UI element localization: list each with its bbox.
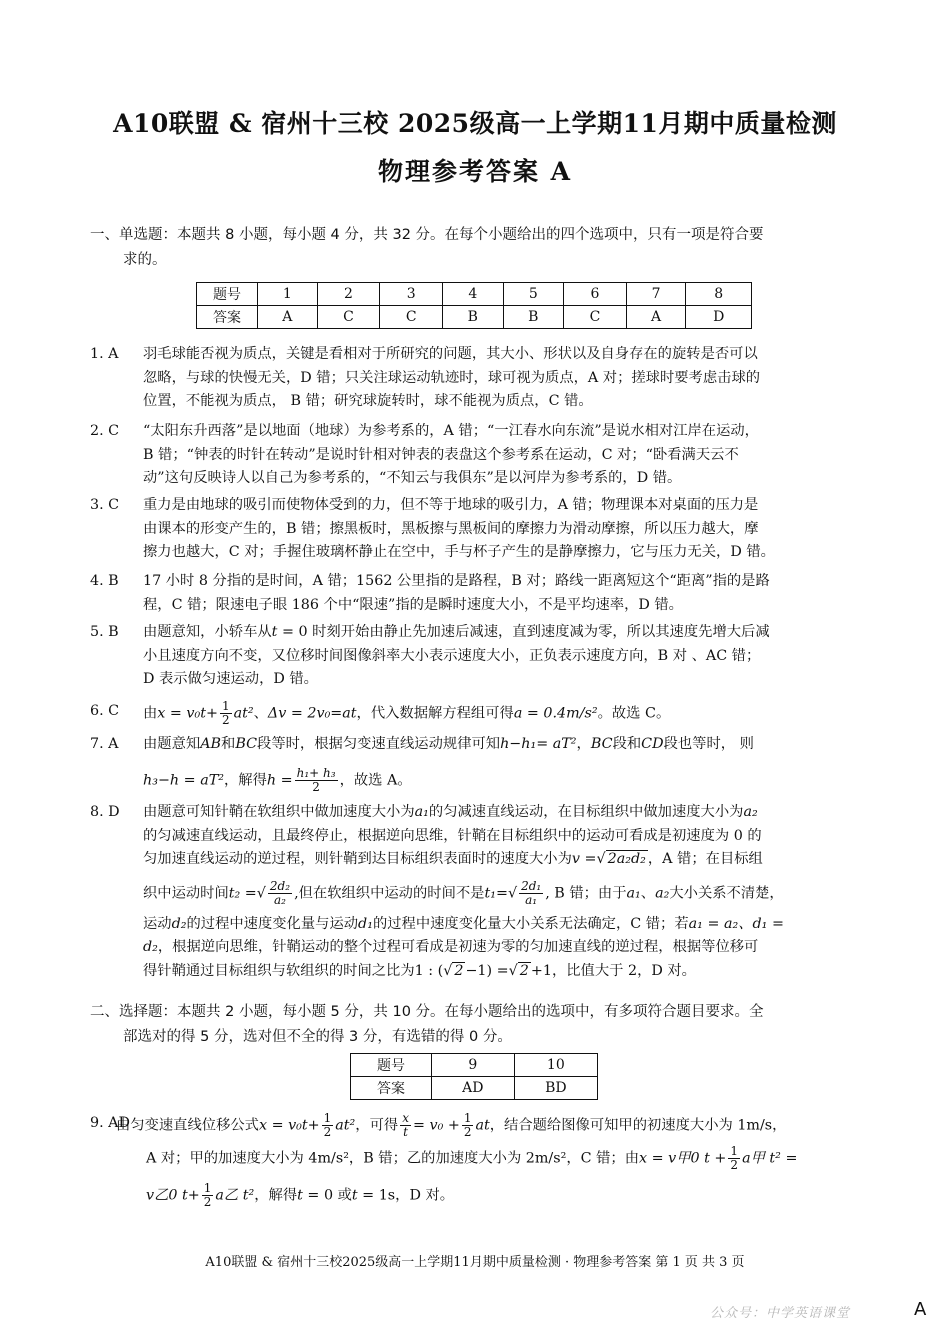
question-text: “太阳东升西落”是以地面（地球）为参考系的，A 错；“一江春水向东流”是说水相对江岸在运动，: [143, 423, 759, 439]
table-cell: 5: [503, 283, 564, 306]
sqrt-sign: √: [256, 885, 266, 901]
table-cell: 1: [258, 283, 318, 306]
question-text: 由课本的形变产生的，B 错；擦黑板时，黑板擦与黑板间的摩擦力为滑动摩擦，所以压力越大，摩: [143, 520, 759, 537]
question-number: 2. C: [90, 423, 120, 439]
fraction: $\frac{1}{2}$: [730, 1144, 739, 1172]
table-row: [351, 1077, 598, 1100]
sqrt-sign: √: [507, 885, 518, 901]
section2-heading-line2: 部选对的得 5 分，选对但不全的得 3 分，有选错的得 0 分。: [123, 1029, 512, 1045]
question-text: B 错；“钟表的时针在转动”是说时针相对钟表的表盘这个参考系在运动，C 对；“卧看满天云不: [143, 446, 739, 463]
question-8: [90, 801, 865, 983]
question-5: [90, 621, 865, 692]
question-text: 织中运动时间t₂ =√ $\frac{\text{2d₂}}{\text{a₂}}$ ,但在软组织中运动的时间不是t₁=√ $\frac{\text{2d₁}}{\text{a₁}}$ , B 错；由于a₁、a₂大小关系不清楚，: [143, 878, 784, 907]
fraction: $\frac{1}{2}$: [463, 1111, 472, 1139]
fraction: $\frac{x}{t}$: [402, 1111, 409, 1139]
table-cell: A: [258, 306, 318, 329]
table-cell: 8: [686, 283, 752, 306]
table-cell: A: [626, 306, 686, 329]
question-2: [90, 420, 865, 491]
question-text: 擦力也越大，C 对；手握住玻璃杯静止在空中，手与杯子产生的是静摩擦力，它与压力无关，D 错。: [143, 544, 775, 560]
question-text: 17 小时 8 分指的是时间，A 错；1562 公里指的是路程，B 对；路线一距离短这个“距离”指的是路: [143, 573, 770, 589]
question-text: 由匀变速直线位移公式x = v₀t+ $\frac{1}{2}$ at²，可得 $\frac{x}{t}$ = v₀ + $\frac{1}{2}$ at，结合题给图像可知甲的初速度大小为 1m/s，: [116, 1111, 787, 1139]
table-cell: 4: [443, 283, 504, 306]
question-text: A 对；甲的加速度大小为 4m/s²，B 错；乙的加速度大小为 2m/s²，C 错；由x = v甲0 t + $\frac{1}{2}$ a甲 t² =: [146, 1144, 798, 1172]
table-cell: C: [317, 306, 380, 329]
table-cell: 6: [564, 283, 627, 306]
question-text: D 表示做匀速运动，D 错。: [143, 671, 318, 687]
table-cell: BD: [514, 1077, 597, 1100]
table-header-cell: 答案: [351, 1077, 432, 1100]
question-text: 得针鞘通过目标组织与软组织的时间之比为1 : (√ 2 −1) =√ 2 +1，比值大于 2，D 对。: [143, 962, 696, 979]
table-row: [197, 283, 752, 306]
section2-heading-line1: 二、选择题：本题共 2 小题，每小题 5 分，共 10 分。在每小题给出的选项中，有多项符合题目要求。全: [90, 1004, 764, 1020]
table-cell: 3: [380, 283, 443, 306]
table-cell: 9: [432, 1054, 515, 1077]
table-row: [197, 306, 752, 329]
table-cell: AD: [432, 1077, 515, 1100]
question-text: 忽略，与球的快慢无关，D 错；只关注球运动轨迹时，球可视为质点，A 对；搓球时要考虑击球的: [143, 369, 761, 386]
table-cell: 7: [626, 283, 686, 306]
question-text: 由题意知AB和BC段等时，根据匀变速直线运动规律可知h−h₁= aT²，BC段和CD段也等时， 则: [143, 736, 754, 752]
question-text: h₃−h = aT²，解得h = $\frac{\text{h₁+ h₃}}{2}$ ，故选 A。: [143, 765, 412, 794]
question-text: 动”这句反映诗人以自己为参考系的，“不知云与我俱东”是以河岸为参考系的，D 错。: [143, 470, 682, 486]
question-text: 由题意可知针鞘在软组织中做加速度大小为a₁的匀减速直线运动，在目标组织中做加速度大小为a₂: [143, 804, 758, 820]
question-number: 5. B: [90, 624, 119, 640]
question-text: d₂，根据逆向思维，针鞘运动的整个过程可看成是初速为零的匀加速直线的逆过程，根据等位移可: [143, 939, 759, 955]
question-number: 8. D: [90, 804, 120, 820]
fraction: $\frac{1}{2}$: [221, 699, 230, 727]
question-number: 9. AD: [90, 1115, 130, 1131]
watermark: 公众号：中学英语课堂: [710, 1306, 851, 1321]
section2-heading: [90, 1000, 860, 1050]
question-3: [90, 494, 865, 565]
fraction: $\frac{1}{2}$: [203, 1181, 212, 1209]
table-cell: C: [564, 306, 627, 329]
question-text: 程，C 错；限速电子眼 186 个中“限速”指的是瞬时速度大小，不是平均速率，D 错。: [143, 596, 683, 613]
question-text: 重力是由地球的吸引而使物体受到的力，但不等于地球的吸引力，A 错；物理课本对桌面的压力是: [143, 497, 759, 513]
question-6: [90, 700, 865, 727]
question-text: 运动d₂的过程中速度变化量与运动d₁的过程中速度变化量大小关系无法确定，C 错；若a₁ = a₂、d₁ =: [143, 915, 784, 932]
question-number: 6. C: [90, 703, 120, 719]
table-cell: B: [443, 306, 504, 329]
page-subtitle: 物理参考答案 A: [377, 157, 573, 186]
table-cell: D: [686, 306, 752, 329]
table-cell: B: [503, 306, 564, 329]
question-text: 匀加速直线运动的逆过程，则针鞘到达目标组织表面时的速度大小为v =√ 2a₂d₂ ，A 错；在目标组: [143, 851, 763, 867]
question-4: [90, 570, 865, 617]
table-header-cell: 题号: [351, 1054, 432, 1077]
corner-mark: A: [914, 1299, 927, 1320]
question-1: [90, 343, 865, 414]
answer-table-2: [350, 1053, 598, 1100]
question-text: 的匀减速直线运动，且最终停止，根据逆向思维，针鞘在目标组织中的运动可看成是初速度为 0 的: [143, 827, 762, 844]
table-header-cell: 答案: [197, 306, 258, 329]
fraction: $\frac{\text{2d₂}}{\text{a₂}}$: [269, 878, 291, 907]
question-text: v乙0 t+ $\frac{1}{2}$ a乙 t²，解得t = 0 或t = 1s，D 对。: [146, 1181, 455, 1209]
page-footer: A10联盟 & 宿州十三校2025级高一上学期11月期中质量检测 · 物理参考答案 第 1 页 共 3 页: [205, 1255, 745, 1270]
question-text: 由题意知，小轿车从t = 0 时刻开始由静止先加速后减速，直到速度减为零，所以其速度先增大后减: [143, 624, 770, 640]
fraction: $\frac{\text{2d₁}}{\text{a₁}}$: [521, 878, 542, 907]
fraction: $\frac{\text{h₁+ h₃}}{2}$: [296, 765, 336, 794]
question-text: 由x = v₀t+ $\frac{1}{2}$ at²、Δv = 2v₀=at，代入数据解方程组可得a = 0.4m/s²。故选 C。: [143, 699, 671, 727]
page-title: A10联盟 & 宿州十三校 2025级高一上学期11月期中质量检测: [113, 109, 837, 138]
question-number: 3. C: [90, 497, 120, 513]
section1-heading: [90, 223, 860, 273]
question-9: [90, 1112, 865, 1209]
question-text: 羽毛球能否视为质点，关键是看相对于所研究的问题，其大小、形状以及自身存在的旋转是否可以: [143, 346, 758, 362]
question-number: 4. B: [90, 573, 119, 589]
section1-heading-line2: 求的。: [123, 252, 167, 268]
question-7: [90, 733, 865, 794]
question-number: 7. A: [90, 736, 119, 752]
question-text: 小且速度方向不变，又位移时间图像斜率大小表示速度大小，正负表示速度方向，B 对 、AC 错；: [143, 647, 761, 664]
table-header-cell: 题号: [197, 283, 258, 306]
section1-heading-line1: 一、单选题：本题共 8 小题，每小题 4 分，共 32 分。在每个小题给出的四个选项中，只有一项是符合要: [90, 227, 764, 243]
answer-table-1: [196, 282, 752, 329]
table-cell: C: [380, 306, 443, 329]
question-number: 1. A: [90, 346, 119, 362]
table-cell: 10: [514, 1054, 597, 1077]
table-row: [351, 1054, 598, 1077]
sqrt-sign: √: [596, 851, 606, 867]
fraction: $\frac{1}{2}$: [323, 1111, 332, 1139]
question-text: 位置，不能视为质点， B 错；研究球旋转时，球不能视为质点，C 错。: [143, 393, 593, 409]
table-cell: 2: [317, 283, 380, 306]
